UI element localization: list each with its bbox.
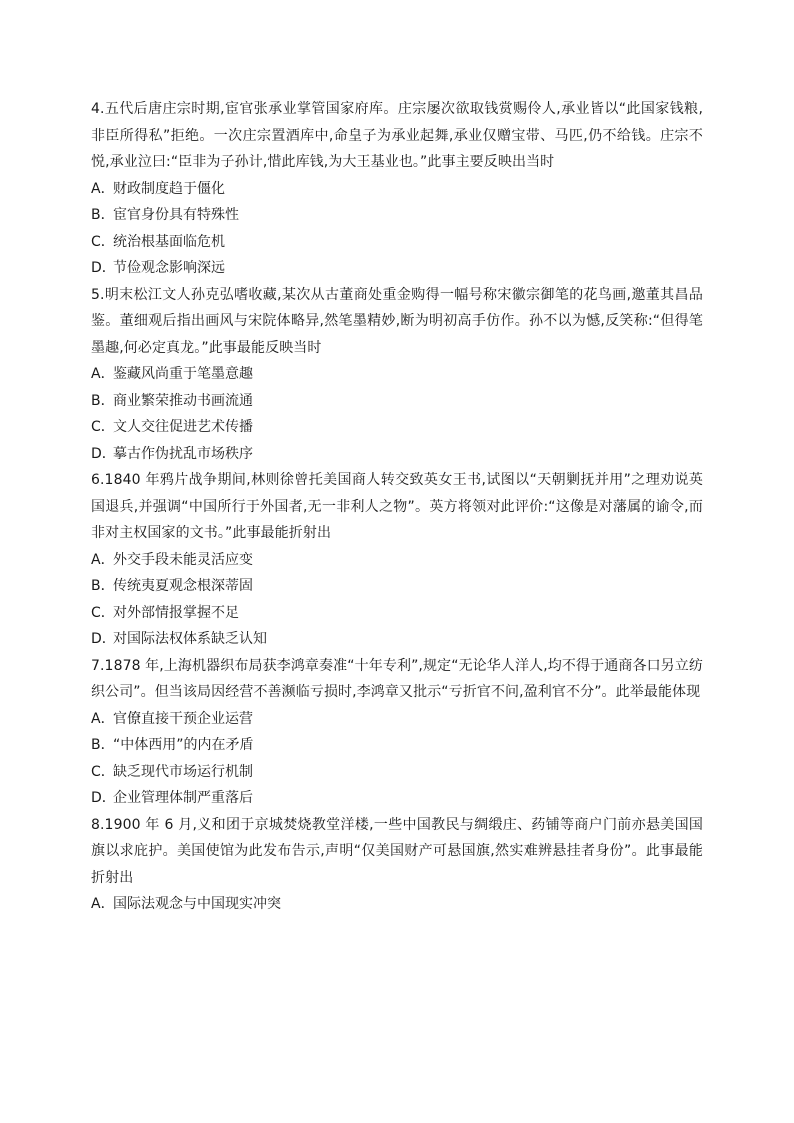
question-stem: 7.1878 年,上海机器织布局获李鸿章奏准“十年专利”,规定“无论华人洋人,均不得于通商各口另立纺织公司”。但当该局因经营不善濒临亏损时,李鸿章又批示“亏折官不问,盈利官不分”。此举最能体现	[91, 657, 703, 700]
option-c	[91, 759, 703, 786]
question-stem: 4.五代后唐庄宗时期,宦官张承业掌管国家府库。庄宗屡次欲取钱赏赐伶人,承业皆以“此国家钱粮,非臣所得私”拒绝。一次庄宗置酒库中,命皇子为承业起舞,承业仅赠宝带、马匹,仍不给钱。庄宗不悦,承业泣曰:“臣非为子孙计,惜此库钱,为大王基业也。”此事主要反映出当时	[91, 101, 703, 170]
option-letter: C．	[91, 763, 115, 780]
option-b	[91, 388, 703, 415]
option-text: 摹古作伪扰乱市场秩序	[113, 445, 253, 462]
option-letter: B．	[91, 737, 115, 753]
option-b	[91, 202, 703, 229]
option-letter: C．	[91, 419, 115, 435]
option-letter: A．	[91, 366, 115, 382]
question-6	[91, 467, 703, 653]
option-letter: D．	[91, 260, 116, 276]
option-b	[91, 573, 703, 600]
option-text: 宦官身份具有特殊性	[113, 207, 239, 223]
question-5	[91, 282, 703, 468]
option-c	[91, 600, 703, 627]
question-stem: 5.明末松江文人孙克弘嗜收藏,某次从古董商处重金购得一幅号称宋徽宗御笔的花鸟画,邀董其昌品鉴。董细观后指出画风与宋院体略异,然笔墨精妙,断为明初高手仿作。孙不以为憾,反笑称:“但得笔墨趣,何必定真龙。”此事最能反映当时	[91, 286, 703, 356]
option-text: 国际法观念与中国现实冲突	[113, 896, 281, 912]
question-4	[91, 96, 703, 282]
option-d	[91, 785, 703, 812]
option-letter: A．	[91, 896, 115, 912]
option-text: 文人交往促进艺术传播	[113, 419, 253, 435]
option-a	[91, 176, 703, 203]
option-text: 官僚直接干预企业运营	[113, 710, 253, 727]
option-letter: C．	[91, 604, 115, 621]
option-text: 对外部情报掌握不足	[113, 604, 239, 621]
option-text: “中体西用”的内在矛盾	[113, 737, 254, 753]
option-letter: A．	[91, 710, 115, 727]
option-d	[91, 626, 703, 653]
option-c	[91, 229, 703, 256]
question-7	[91, 653, 703, 812]
option-a	[91, 706, 703, 733]
option-text: 节俭观念影响深远	[113, 260, 225, 276]
option-text: 对国际法权体系缺乏认知	[113, 631, 267, 647]
option-letter: D．	[91, 631, 116, 647]
option-text: 传统夷夏观念根深蒂固	[113, 578, 253, 594]
option-a	[91, 361, 703, 388]
option-text: 商业繁荣推动书画流通	[113, 392, 253, 409]
option-a	[91, 891, 703, 918]
option-letter: D．	[91, 790, 116, 806]
option-letter: A．	[91, 180, 115, 197]
option-letter: B．	[91, 392, 115, 409]
option-text: 财政制度趋于僵化	[113, 180, 225, 197]
option-c	[91, 414, 703, 441]
option-a	[91, 547, 703, 574]
option-d	[91, 255, 703, 282]
option-text: 缺乏现代市场运行机制	[113, 763, 253, 780]
option-b	[91, 732, 703, 759]
option-d	[91, 441, 703, 468]
option-letter: A．	[91, 551, 115, 568]
option-letter: B．	[91, 578, 115, 594]
question-stem: 6.1840 年鸦片战争期间,林则徐曾托美国商人转交致英女王书,试图以“天朝剿抚并用”之理劝说英国退兵,并强调“中国所行于外国者,无一非利人之物”。英方将领对此评价:“这像是对藩属的谕令,而非对主权国家的文书。”此事最能折射出	[91, 472, 703, 541]
option-letter: D．	[91, 445, 116, 462]
question-8	[91, 812, 703, 918]
document-page	[91, 96, 703, 918]
option-letter: B．	[91, 207, 115, 223]
question-stem: 8.1900 年 6 月,义和团于京城焚烧教堂洋楼,一些中国教民与绸缎庄、药铺等商户门前亦悬美国国旗以求庇护。美国使馆为此发布告示,声明“仅美国财产可悬国旗,然实难辨悬挂者身份”。此事最能折射出	[91, 816, 703, 886]
option-text: 统治根基面临危机	[113, 233, 225, 250]
option-letter: C．	[91, 233, 115, 250]
option-text: 外交手段未能灵活应变	[113, 551, 253, 568]
option-text: 企业管理体制严重落后	[113, 790, 253, 806]
option-text: 鉴藏风尚重于笔墨意趣	[113, 366, 253, 382]
